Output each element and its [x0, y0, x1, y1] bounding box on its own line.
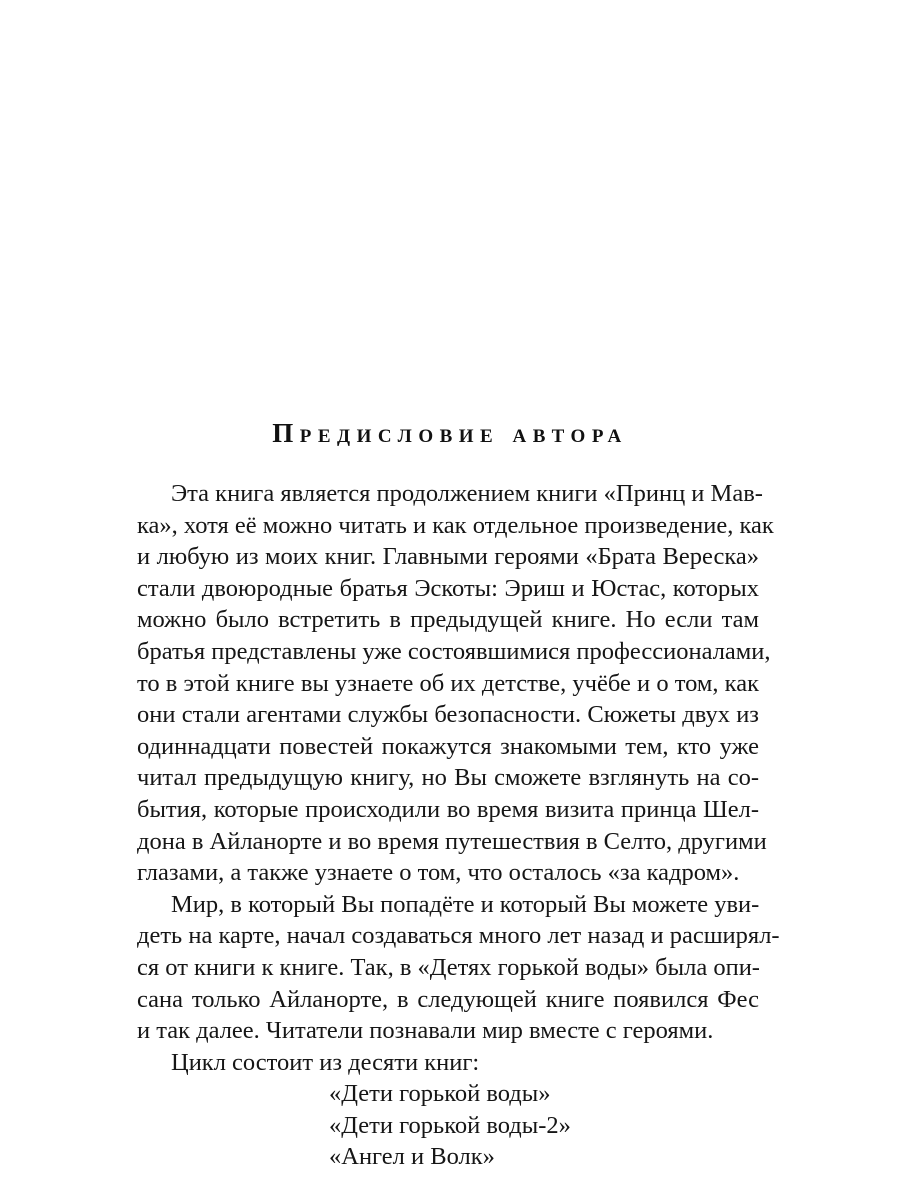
text-line: Цикл состоит из десяти книг: [171, 1048, 480, 1076]
text-line: одиннадцати повестей покажутся знакомыми тем, кто уже [137, 732, 759, 760]
text-line: Эта книга является продолжением книги «Принц и Мав- [171, 480, 763, 507]
text-line: деть на карте, начал создаваться много лет назад и расширял- [137, 922, 780, 950]
text-line: стали двоюродные братья Эскоты: Эриш и Юстас, которых [137, 574, 759, 602]
text-line: братья представлены уже состоявшимися профессионалами, [137, 637, 771, 665]
text-line: Мир, в который Вы попадёте и который Вы можете уви- [171, 890, 760, 918]
text-line: читал предыдущую книгу, но Вы сможете взглянуть на со- [137, 764, 759, 792]
book-list-item: «Ангел и Волк» [329, 1143, 495, 1171]
chapter-title: Предисловие автора [272, 418, 628, 448]
text-line: и любую из моих книг. Главными героями «Брата Вереска» [137, 543, 759, 571]
text-line: глазами, а также узнаете о том, что осталось «за кадром». [137, 859, 740, 887]
text-line: и так далее. Читатели познавали мир вместе с героями. [137, 1017, 714, 1045]
text-line: то в этой книге вы узнаете об их детстве, учёбе и о том, как [137, 669, 759, 697]
paragraph-2 [137, 889, 780, 1047]
book-list-item: «Дети горькой воды-2» [329, 1111, 571, 1139]
text-line: они стали агентами службы безопасности. Сюжеты двух из [137, 701, 759, 729]
text-line: сана только Айланорте, в следующей книге появился Фес [137, 985, 759, 1013]
paragraph-1 [137, 478, 774, 889]
text-line: бытия, которые происходили во время визита принца Шел- [137, 795, 759, 823]
book-list [137, 1078, 759, 1173]
text-line: дона в Айланорте и во время путешествия в Селто, другими [137, 827, 767, 855]
text-line: ка», хотя её можно читать и как отдельное произведение, как [137, 511, 774, 539]
body-text [137, 478, 780, 1173]
book-list-item: «Дети горькой воды» [329, 1080, 551, 1108]
text-line: ся от книги к книге. Так, в «Детях горькой воды» была опи- [137, 953, 760, 981]
paragraph-3 [137, 1047, 759, 1079]
text-line: можно было встретить в предыдущей книге. Но если там [137, 606, 759, 634]
